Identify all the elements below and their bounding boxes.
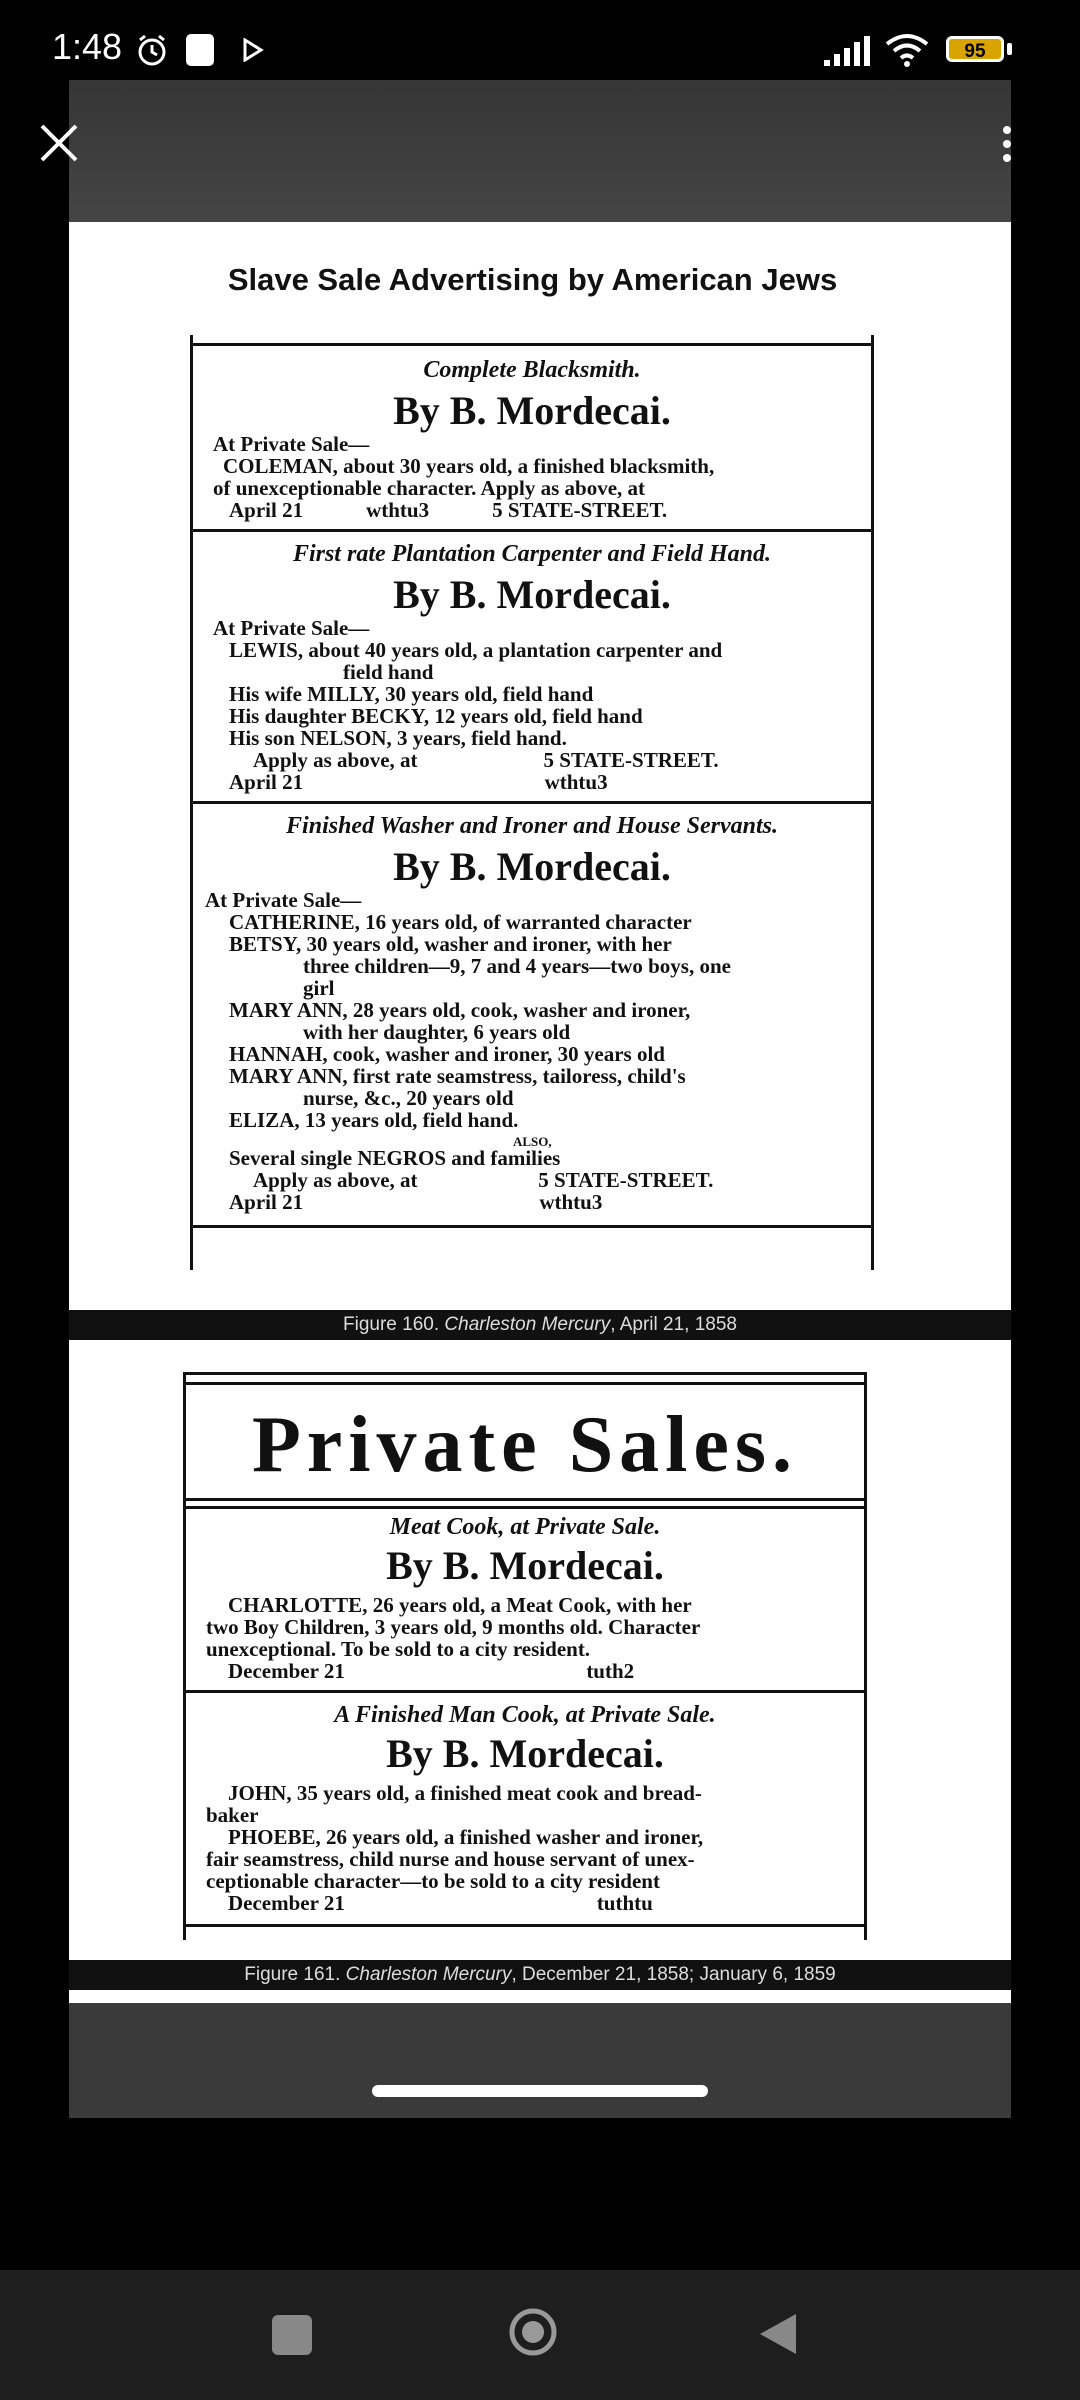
ad5-heading: A Finished Man Cook, at Private Sale. xyxy=(334,1702,716,1728)
ad2-line: LEWIS, about 40 years old, a plantation carpenter and xyxy=(229,638,723,662)
figure160-caption xyxy=(69,1310,1011,1340)
gesture-home-indicator[interactable] xyxy=(372,2085,708,2097)
ad3-line: April 21 wthtu3 xyxy=(229,1190,603,1214)
caption-suffix: , April 21, 1858 xyxy=(610,1314,737,1335)
wifi-icon xyxy=(884,32,930,68)
ad5-line: ceptionable character—to be sold to a city resident xyxy=(206,1869,660,1893)
recents-square-icon[interactable] xyxy=(272,2315,312,2355)
ad3-line: ELIZA, 13 years old, field hand. xyxy=(229,1108,519,1132)
ad3-line: HANNAH, cook, washer and ironer, 30 years old xyxy=(229,1042,665,1066)
battery-icon: 95 xyxy=(946,36,1004,62)
ad2-line: April 21 wthtu3 xyxy=(229,770,608,794)
status-bar xyxy=(0,0,1080,80)
ad4-line: CHARLOTTE, 26 years old, a Meat Cook, with her xyxy=(228,1593,692,1617)
ad5-byline: By B. Mordecai. xyxy=(386,1731,664,1776)
caption-prefix: Figure 161. xyxy=(244,1964,346,1985)
ad5-line: fair seamstress, child nurse and house servant of unex- xyxy=(206,1847,695,1871)
ad3-line: ALSO, xyxy=(513,1134,552,1149)
ad2-line: His wife MILLY, 30 years old, field hand xyxy=(229,682,594,706)
ad3-line: BETSY, 30 years old, washer and ironer, with her xyxy=(229,932,672,956)
ad1-line: COLEMAN, about 30 years old, a finished blacksmith, xyxy=(223,454,715,478)
more-vertical-icon[interactable] xyxy=(1000,124,1014,164)
ad3-line: MARY ANN, first rate seamstress, tailoress, child's xyxy=(229,1064,686,1088)
play-store-icon xyxy=(242,38,264,62)
ad3-line: three children—9, 7 and 4 years—two boys, one xyxy=(303,954,731,978)
ad1-line: of unexceptionable character. Apply as above, at xyxy=(213,476,646,500)
ad5-line: JOHN, 35 years old, a finished meat cook and bread- xyxy=(228,1781,702,1805)
ad3-line: Apply as above, at 5 STATE-STREET. xyxy=(253,1168,714,1192)
home-circle-icon[interactable] xyxy=(509,2308,557,2356)
ad3-line: MARY ANN, 28 years old, cook, washer and ironer, xyxy=(229,998,691,1022)
ad5-line: PHOEBE, 26 years old, a finished washer and ironer, xyxy=(228,1825,704,1849)
caption-source: Charleston Mercury xyxy=(345,1964,512,1985)
ad4-line: two Boy Children, 3 years old, 9 months old. Character xyxy=(206,1615,701,1639)
viewer-top-bar xyxy=(69,80,1011,222)
caption-prefix: Figure 160. xyxy=(343,1314,445,1335)
ad3-line: At Private Sale— xyxy=(205,888,362,912)
signal-icon xyxy=(822,36,872,68)
ad4-heading: Meat Cook, at Private Sale. xyxy=(389,1514,661,1540)
document-title: Slave Sale Advertising by American Jews xyxy=(227,262,838,297)
caption-source: Charleston Mercury xyxy=(444,1314,611,1335)
ad4-line: unexceptional. To be sold to a city resident. xyxy=(206,1637,591,1661)
close-icon[interactable] xyxy=(38,122,80,164)
ad2-heading: First rate Plantation Carpenter and Field Hand. xyxy=(292,541,772,567)
ad2-line: His daughter BECKY, 12 years old, field hand xyxy=(229,704,643,728)
figure161-caption xyxy=(69,1960,1011,1990)
ad2-byline: By B. Mordecai. xyxy=(393,572,671,617)
ad3-line: CATHERINE, 16 years old, of warranted character xyxy=(229,910,692,934)
ad2-line: At Private Sale— xyxy=(213,616,370,640)
viewer-bottom-bar xyxy=(69,2003,1011,2118)
alarm-icon xyxy=(134,32,170,68)
ad1-line: April 21 wthtu3 5 STATE-STREET. xyxy=(229,498,668,522)
ad1-heading: Complete Blacksmith. xyxy=(423,357,641,383)
ad4-line: December 21 tuth2 xyxy=(228,1659,635,1683)
ad3-line: with her daughter, 6 years old xyxy=(303,1020,571,1044)
ad3-line: girl xyxy=(303,976,335,1000)
ad1-line: At Private Sale— xyxy=(213,432,370,456)
ad3-heading: Finished Washer and Ironer and House Servants. xyxy=(286,813,778,839)
ad2-line: field hand xyxy=(343,660,434,684)
caption-suffix: , December 21, 1858; January 6, 1859 xyxy=(511,1964,836,1985)
private-sales-title: Private Sales. xyxy=(251,1401,799,1489)
ad1-byline: By B. Mordecai. xyxy=(393,388,671,433)
ad5-line: December 21 tuthtu xyxy=(228,1891,653,1915)
battery-tip xyxy=(1007,43,1012,55)
ad5-line: baker xyxy=(206,1803,259,1827)
ad2-line: His son NELSON, 3 years, field hand. xyxy=(229,726,567,750)
ad2-line: Apply as above, at 5 STATE-STREET. xyxy=(253,748,719,772)
ad3-byline: By B. Mordecai. xyxy=(393,844,671,889)
clock: 1:48 xyxy=(52,26,123,67)
figure160-advertisement xyxy=(190,335,874,1270)
ad3-line: Several single NEGROS and families xyxy=(229,1146,561,1170)
ad4-byline: By B. Mordecai. xyxy=(386,1543,664,1588)
notification-square-icon xyxy=(186,34,214,66)
back-triangle-icon[interactable] xyxy=(756,2310,800,2358)
figure161-advertisement xyxy=(183,1372,867,1940)
ad3-line: nurse, &c., 20 years old xyxy=(303,1086,514,1110)
